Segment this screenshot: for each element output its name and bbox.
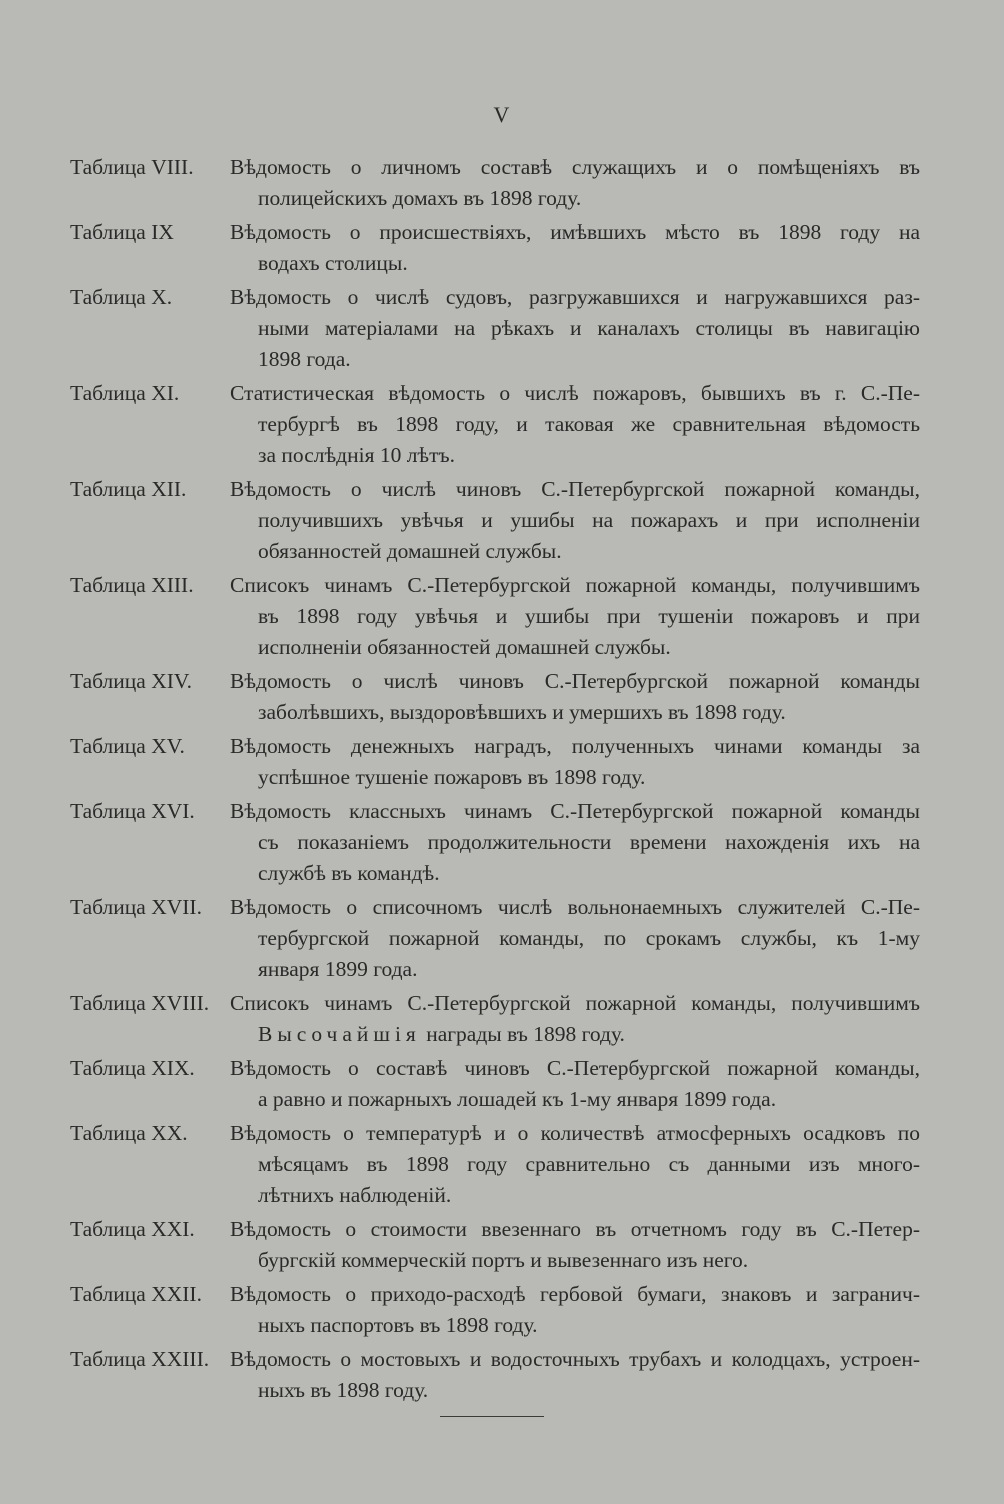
description-line: января 1899 года.	[258, 957, 418, 981]
description-line: съ показаніемъ продолжительности времени нахожденія ихъ на	[258, 830, 920, 854]
table-entry	[70, 988, 920, 1050]
page-number: V	[493, 102, 511, 127]
table-entry	[70, 666, 920, 728]
table-entry-description	[230, 1344, 920, 1406]
description-line: Вѣдомость о составѣ чиновъ С.-Петербургской пожарной команды,	[230, 1056, 920, 1080]
table-entry	[70, 1214, 920, 1276]
description-line: Статистическая вѣдомость о числѣ пожаровъ, бывшихъ въ г. С.-Пе-	[230, 381, 920, 405]
description-line: Вѣдомость о происшествіяхъ, имѣвшихъ мѣсто въ 1898 году на	[230, 220, 920, 244]
description-line: а равно и пожарныхъ лошадей къ 1-му января 1899 года.	[258, 1087, 777, 1111]
description-line: Вѣдомость о списочномъ числѣ вольнонаемныхъ служителей С.-Пе-	[230, 895, 920, 919]
table-entry-description	[230, 282, 920, 375]
description-line: Вѣдомость денежныхъ наградъ, полученныхъ чинами команды за	[230, 734, 920, 758]
description-line	[230, 1019, 920, 1050]
table-entry-label: Таблица XI.	[70, 381, 180, 405]
description-line: Вѣдомость о числѣ чиновъ С.-Петербургской пожарной команды	[230, 669, 920, 693]
table-entry-label: Таблица XVI.	[70, 799, 195, 823]
description-line: водахъ столицы.	[258, 251, 408, 275]
description-line: полицейскихъ домахъ въ 1898 году.	[258, 186, 582, 210]
table-entry	[70, 217, 920, 279]
description-line: Вѣдомость о стоимости ввезеннаго въ отчетномъ году въ С.-Петер-	[230, 1217, 920, 1241]
table-entry	[70, 1053, 920, 1115]
description-line: Вѣдомость о температурѣ и о количествѣ атмосферныхъ осадковъ по	[230, 1121, 920, 1145]
table-entry	[70, 570, 920, 663]
table-entry-label: Таблица XXII.	[70, 1282, 202, 1306]
description-line: заболѣвшихъ, выздоровѣвшихъ и умершихъ въ 1898 году.	[258, 700, 786, 724]
description-line: ныхъ паспортовъ въ 1898 году.	[258, 1313, 538, 1337]
description-line: Вѣдомость о личномъ составѣ служащихъ и о помѣщеніяхъ въ	[230, 155, 920, 179]
description-line: тербургской пожарной команды, по срокамъ службы, къ 1-му	[258, 926, 920, 950]
table-entry	[70, 378, 920, 471]
table-entry	[70, 1344, 920, 1406]
description-line: тербургѣ въ 1898 году, и таковая же сравнительная вѣдомость	[258, 412, 920, 436]
spaced-emphasis: Высочайшія	[258, 1022, 421, 1046]
table-entry-description	[230, 988, 920, 1050]
table-entry-label: Таблица VIII.	[70, 155, 194, 179]
table-list	[70, 152, 920, 1409]
table-entry	[70, 892, 920, 985]
table-entry-description	[230, 378, 920, 471]
table-entry	[70, 1118, 920, 1211]
description-line: успѣшное тушеніе пожаровъ въ 1898 году.	[258, 765, 646, 789]
description-line: въ 1898 году увѣчья и ушибы при тушеніи пожаровъ и при	[258, 604, 920, 628]
description-line: лѣтнихъ наблюденій.	[258, 1183, 452, 1207]
table-entry-description	[230, 1118, 920, 1211]
description-rest: награды въ 1898 году.	[420, 1022, 625, 1046]
description-line: Вѣдомость классныхъ чинамъ С.-Петербургской пожарной команды	[230, 799, 920, 823]
table-entry-description	[230, 1214, 920, 1276]
description-line: Вѣдомость о приходо-расходѣ гербовой бумаги, знаковъ и загранич-	[230, 1282, 920, 1306]
table-entry-label: Таблица XIII.	[70, 573, 194, 597]
description-line: мѣсяцамъ въ 1898 году сравнительно съ данными изъ много-	[258, 1152, 920, 1176]
table-entry-description	[230, 152, 920, 214]
description-line: обязанностей домашней службы.	[258, 539, 562, 563]
table-entry	[70, 152, 920, 214]
table-entry-description	[230, 731, 920, 793]
table-entry	[70, 1279, 920, 1341]
table-entry	[70, 282, 920, 375]
table-entry	[70, 796, 920, 889]
description-line: Списокъ чинамъ С.-Петербургской пожарной команды, получившимъ	[230, 991, 920, 1015]
description-line: службѣ въ командѣ.	[258, 861, 440, 885]
table-entry-description	[230, 570, 920, 663]
description-line: исполненіи обязанностей домашней службы.	[258, 635, 671, 659]
description-line: 1898 года.	[258, 347, 351, 371]
description-line: ными матеріалами на рѣкахъ и каналахъ столицы въ навигацію	[258, 316, 920, 340]
table-entry-description	[230, 217, 920, 279]
table-entry-label: Таблица XII.	[70, 477, 187, 501]
table-entry-label: Таблица IX	[70, 220, 174, 244]
table-entry-description	[230, 1053, 920, 1115]
table-entry-label: Таблица XX.	[70, 1121, 188, 1145]
description-line: Вѣдомость о мостовыхъ и водосточныхъ трубахъ и колодцахъ, устроен-	[230, 1347, 920, 1371]
table-entry-description	[230, 892, 920, 985]
table-entry-description	[230, 666, 920, 728]
table-entry-label: Таблица X.	[70, 285, 173, 309]
table-entry-label: Таблица XVII.	[70, 895, 202, 919]
description-line: за послѣднія 10 лѣтъ.	[258, 443, 455, 467]
description-line: ныхъ въ 1898 году.	[258, 1378, 429, 1402]
table-entry-label: Таблица XXIII.	[70, 1347, 210, 1371]
table-entry-label: Таблица XIV.	[70, 669, 193, 693]
description-line: Списокъ чинамъ С.-Петербургской пожарной команды, получившимъ	[230, 573, 920, 597]
table-entry-label: Таблица XV.	[70, 734, 185, 758]
table-entry-label: Таблица XXI.	[70, 1217, 195, 1241]
table-entry-description	[230, 796, 920, 889]
table-entry-label: Таблица XVIII.	[70, 991, 210, 1015]
description-line: Вѣдомость о числѣ чиновъ С.-Петербургской пожарной команды,	[230, 477, 920, 501]
table-entry	[70, 474, 920, 567]
description-line: бургскій коммерческій портъ и вывезеннаго изъ него.	[258, 1248, 749, 1272]
table-entry-description	[230, 474, 920, 567]
table-entry-description	[230, 1279, 920, 1341]
closing-rule	[440, 1416, 544, 1417]
description-line: Вѣдомость о числѣ судовъ, разгружавшихся и нагружавшихся раз-	[230, 285, 920, 309]
table-entry	[70, 731, 920, 793]
table-entry-label: Таблица XIX.	[70, 1056, 195, 1080]
description-line: получившихъ увѣчья и ушибы на пожарахъ и при исполненіи	[258, 508, 920, 532]
